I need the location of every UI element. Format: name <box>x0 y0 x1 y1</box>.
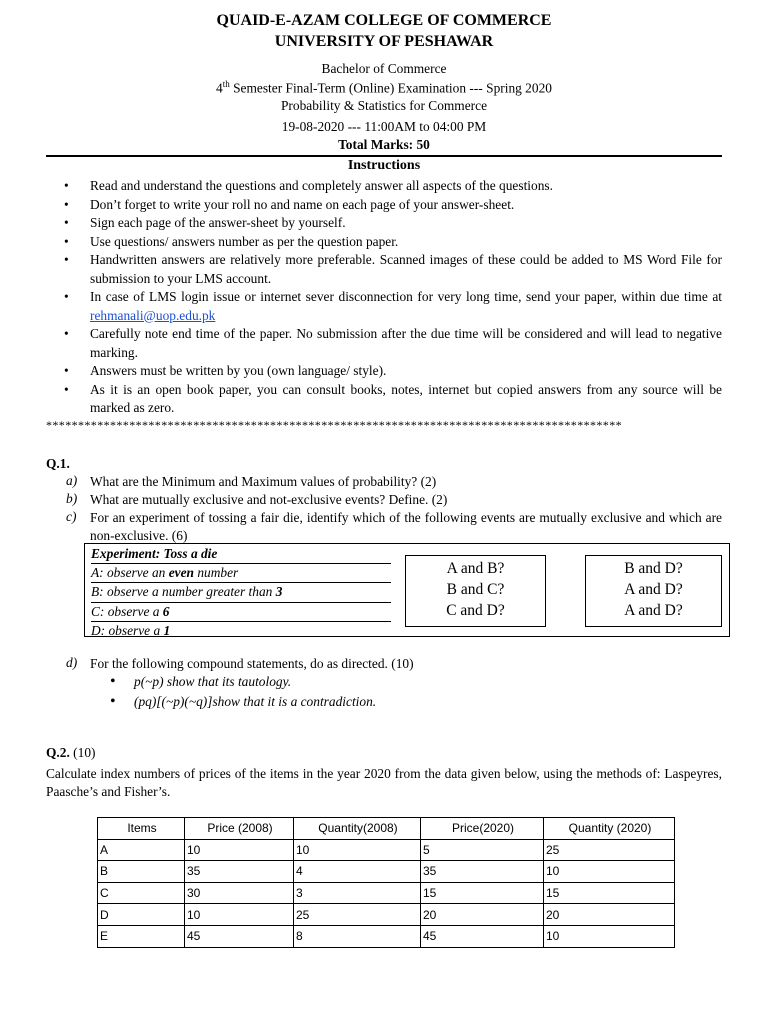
table-cell: 20 <box>421 904 544 926</box>
event-pair: A and D? <box>624 581 683 598</box>
event-c <box>91 603 391 622</box>
star-separator: ****************************************************************************************** <box>46 418 622 432</box>
table-cell: 25 <box>294 904 421 926</box>
instruction-item: • Answers must be written by you (own language/ style). <box>46 362 722 381</box>
event-emphasis: 3 <box>275 584 283 600</box>
table-row <box>98 882 675 904</box>
event-b <box>91 583 391 602</box>
table-cell: 35 <box>421 861 544 883</box>
instruction-item <box>46 288 722 325</box>
table-cell: D <box>98 904 185 926</box>
table-cell: 10 <box>185 904 294 926</box>
semester-number: 4 <box>216 80 223 96</box>
event-pair: A and B? <box>446 560 505 577</box>
event-pair: B and C? <box>446 581 505 598</box>
instructions-title: Instructions <box>347 158 421 173</box>
event-pairs-box-1 <box>405 555 546 627</box>
table-cell: C <box>98 882 185 904</box>
compound-statement: • p(~p) show that its tautology. <box>110 672 376 692</box>
table-cell: 35 <box>185 861 294 883</box>
program-name: Bachelor of Commerce <box>321 61 447 76</box>
table-cell: 4 <box>294 861 421 883</box>
question-1-label: Q.1. <box>46 456 70 471</box>
email-link[interactable]: rehmanali@uop.edu.pk <box>90 307 216 323</box>
instruction-item: • As it is an open book paper, you can consult books, notes, internet but copied answers from any source will be marked as zero. <box>46 381 722 418</box>
event-text: C: observe a <box>91 603 163 619</box>
table-cell: 3 <box>294 882 421 904</box>
table-cell: 10 <box>544 861 675 883</box>
table-cell: 30 <box>185 882 294 904</box>
event-pairs-box-2 <box>585 555 722 627</box>
university-name: UNIVERSITY OF PESHAWAR <box>274 33 494 50</box>
event-text: number <box>194 565 239 581</box>
question-2-heading <box>46 745 95 761</box>
event-emphasis: even <box>168 565 194 581</box>
column-header: Price(2020) <box>421 818 544 840</box>
total-marks: Total Marks: 50 <box>338 137 430 152</box>
table-cell: 20 <box>544 904 675 926</box>
part-label: a) <box>66 473 78 488</box>
part-label: b) <box>66 491 78 506</box>
column-header: Items <box>98 818 185 840</box>
table-row <box>98 904 675 926</box>
price-quantity-table <box>97 817 675 948</box>
table-cell: 5 <box>421 839 544 861</box>
event-d <box>91 622 391 640</box>
part-text: For the following compound statements, do as directed. (10) <box>90 656 414 671</box>
column-header: Quantity (2020) <box>544 818 675 840</box>
compound-statement: • (pq)[(~p)(~q)]show that it is a contradiction. <box>110 692 376 712</box>
event-emphasis: 1 <box>163 622 171 638</box>
compound-statements <box>110 672 376 712</box>
instruction-item: • Read and understand the questions and completely answer all aspects of the questions. <box>46 177 722 196</box>
table-row <box>98 925 675 947</box>
event-text: B: observe a number greater than <box>91 584 276 600</box>
event-a <box>91 564 391 583</box>
table-cell: 45 <box>421 925 544 947</box>
instruction-text: In case of LMS login issue or internet sever disconnection for very long time, send your paper, within due time at <box>90 289 722 304</box>
part-label: c) <box>66 509 77 524</box>
table-cell: 45 <box>185 925 294 947</box>
column-header: Quantity(2008) <box>294 818 421 840</box>
part-text: For an experiment of tossing a fair die, identify which of the following events are mutually exclusive and which are non-exclusive. (6) <box>90 510 722 543</box>
table-cell: 8 <box>294 925 421 947</box>
table-header-row <box>98 818 675 840</box>
experiment-events <box>91 545 401 640</box>
part-label: d) <box>66 655 78 670</box>
instructions-list <box>46 177 722 418</box>
event-pair: C and D? <box>446 602 505 619</box>
table-cell: 10 <box>294 839 421 861</box>
event-pair: B and D? <box>624 560 683 577</box>
exam-datetime: 19-08-2020 --- 11:00AM to 04:00 PM <box>281 119 487 134</box>
event-pair: A and D? <box>624 602 683 619</box>
instruction-item: • Carefully note end time of the paper. No submission after the due time will be considered and will lead to negative marking. <box>46 325 722 362</box>
subject-name: Probability & Statistics for Commerce <box>280 98 488 113</box>
table-row <box>98 839 675 861</box>
event-text: A: observe an <box>91 565 169 581</box>
part-text: What are the Minimum and Maximum values of probability? (2) <box>90 474 437 489</box>
question-2-text: Calculate index numbers of prices of the items in the year 2020 from the data given below, using the methods of: Laspeyres, Paasche’s and Fisher’s. <box>46 766 722 799</box>
experiment-title: Experiment: Toss a die <box>91 545 391 564</box>
college-name: QUAID-E-AZAM COLLEGE OF COMMERCE <box>216 12 552 29</box>
table-cell: 10 <box>544 925 675 947</box>
table-cell: A <box>98 839 185 861</box>
table-cell: 10 <box>185 839 294 861</box>
table-cell: E <box>98 925 185 947</box>
semester-text: Semester Final-Term (Online) Examination --- Spring 2020 <box>229 80 552 96</box>
header-divider <box>46 155 722 157</box>
instruction-item: • Don’t forget to write your roll no and name on each page of your answer-sheet. <box>46 196 722 215</box>
question-2-label: Q.2. <box>46 745 70 760</box>
semester-line <box>0 79 768 96</box>
table-cell: 15 <box>421 882 544 904</box>
table-row <box>98 861 675 883</box>
question-2-marks: (10) <box>69 745 96 760</box>
instruction-item: • Sign each page of the answer-sheet by yourself. <box>46 214 722 233</box>
table-cell: 25 <box>544 839 675 861</box>
instruction-item: • Use questions/ answers number as per the question paper. <box>46 233 722 252</box>
column-header: Price (2008) <box>185 818 294 840</box>
part-text: What are mutually exclusive and not-exclusive events? Define. (2) <box>90 492 448 507</box>
event-text: D: observe a <box>91 622 164 638</box>
semester-suffix: th <box>222 79 230 89</box>
table-cell: 15 <box>544 882 675 904</box>
table-cell: B <box>98 861 185 883</box>
event-emphasis: 6 <box>162 603 170 619</box>
instruction-item: • Handwritten answers are relatively more preferable. Scanned images of these could be added to MS Word File for submission to your LMS account. <box>46 251 722 288</box>
